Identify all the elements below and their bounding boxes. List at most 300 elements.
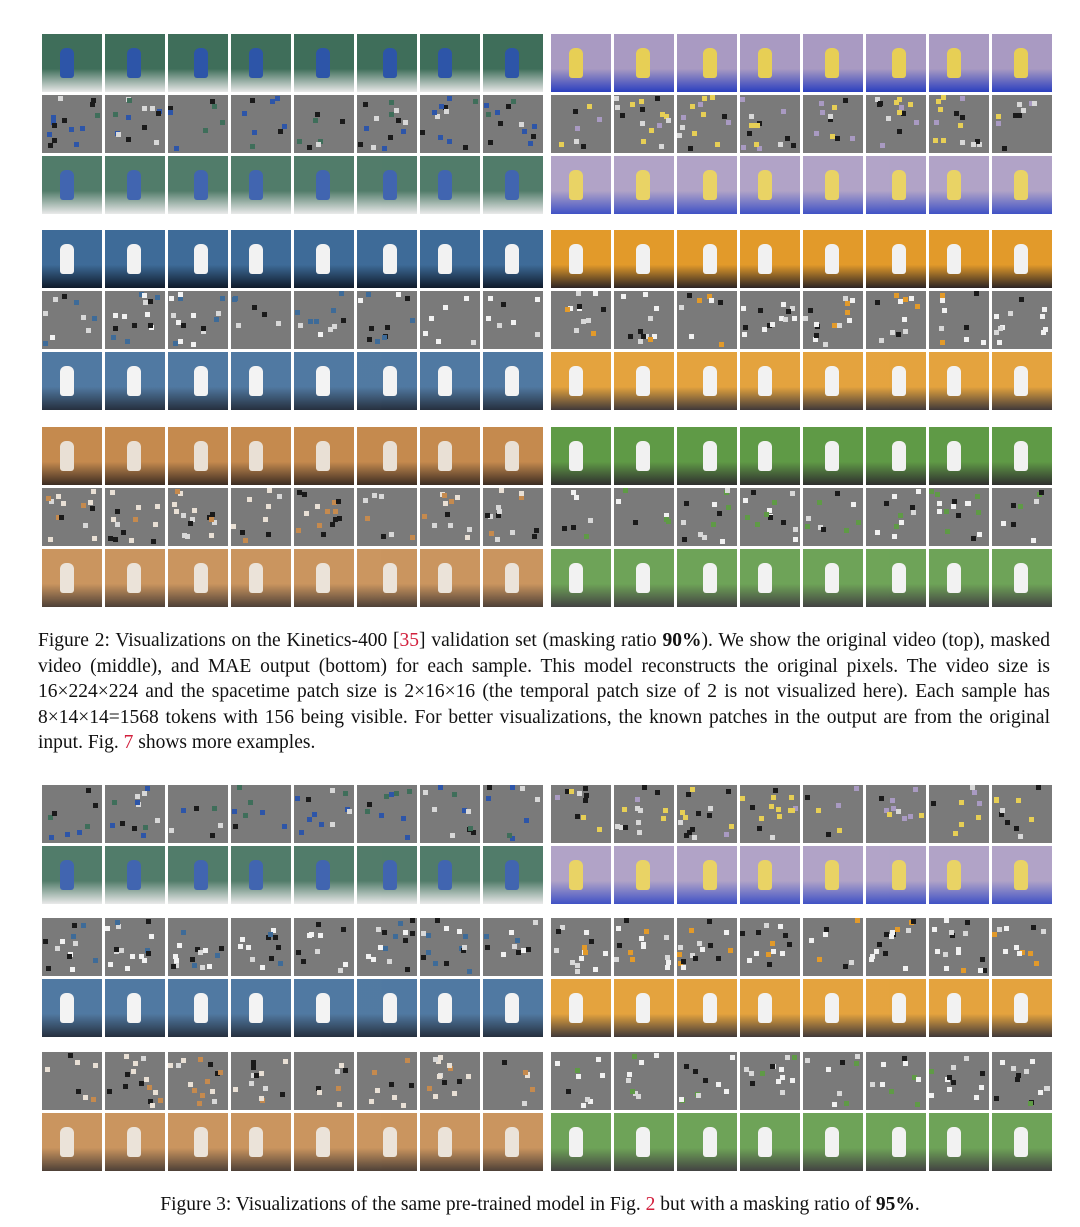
- visible-patch: [1004, 926, 1009, 931]
- visible-patch: [432, 523, 437, 528]
- visible-patch: [938, 107, 943, 112]
- subject-figure: [249, 244, 263, 274]
- visible-patch: [743, 325, 748, 330]
- visible-patch: [998, 326, 1003, 331]
- visible-patch: [111, 517, 116, 522]
- subject-figure: [569, 244, 583, 274]
- visible-patch: [93, 1063, 98, 1068]
- visible-patch: [277, 494, 282, 499]
- video-frame: [294, 230, 354, 288]
- visible-patch: [896, 809, 901, 814]
- video-frame-strip: [551, 1113, 1052, 1171]
- visible-patch: [844, 528, 849, 533]
- visible-patch: [1018, 834, 1023, 839]
- visible-patch: [347, 809, 352, 814]
- visible-patch: [684, 501, 689, 506]
- masked-video-frame: [614, 291, 674, 349]
- subject-figure: [758, 170, 772, 200]
- visible-patch: [764, 923, 769, 928]
- visible-patch: [889, 1089, 894, 1094]
- subject-figure: [569, 441, 583, 471]
- visible-patch: [379, 813, 384, 818]
- visible-patch: [142, 125, 147, 130]
- subject-figure: [569, 993, 583, 1023]
- visible-patch: [754, 142, 759, 147]
- subject-figure: [505, 563, 519, 593]
- visible-patch: [603, 951, 608, 956]
- visible-patch: [896, 332, 901, 337]
- visible-patch: [836, 803, 841, 808]
- visible-patch: [212, 1099, 217, 1104]
- visible-patch: [716, 956, 721, 961]
- visible-patch: [687, 293, 692, 298]
- visible-patch: [628, 950, 633, 955]
- visible-patch: [581, 815, 586, 820]
- visible-patch: [429, 316, 434, 321]
- figure-link[interactable]: 2: [645, 1194, 656, 1215]
- subject-figure: [249, 993, 263, 1023]
- visible-patch: [115, 509, 120, 514]
- visible-patch: [770, 1064, 775, 1069]
- visible-patch: [307, 145, 312, 150]
- visible-patch: [343, 791, 348, 796]
- visible-patch: [744, 1067, 749, 1072]
- visible-patch: [95, 113, 100, 118]
- visible-patch: [50, 335, 55, 340]
- visible-patch: [783, 933, 788, 938]
- visible-patch: [218, 1070, 223, 1075]
- visible-patch: [316, 922, 321, 927]
- visible-patch: [46, 966, 51, 971]
- video-frame: [357, 846, 417, 904]
- visible-patch: [174, 146, 179, 151]
- visible-patch: [379, 494, 384, 499]
- visible-patch: [824, 927, 829, 932]
- video-frame: [42, 846, 102, 904]
- visible-patch: [1002, 146, 1007, 151]
- video-frame: [992, 352, 1052, 410]
- visible-patch: [693, 1069, 698, 1074]
- visible-patch: [959, 822, 964, 827]
- visible-patch: [790, 808, 795, 813]
- visible-patch: [467, 969, 472, 974]
- video-frame: [551, 846, 611, 904]
- visible-patch: [315, 112, 320, 117]
- visible-patch: [678, 820, 683, 825]
- masked-video-frame: [42, 785, 102, 843]
- visible-patch: [452, 1091, 457, 1096]
- visible-patch: [251, 1065, 256, 1070]
- visible-patch: [337, 516, 342, 521]
- visible-patch: [133, 517, 138, 522]
- visible-patch: [570, 960, 575, 965]
- visible-patch: [692, 131, 697, 136]
- visible-patch: [823, 342, 828, 347]
- visible-patch: [913, 787, 918, 792]
- subject-figure: [947, 48, 961, 78]
- masked-video-frame: [105, 1052, 165, 1110]
- video-frame: [740, 846, 800, 904]
- visible-patch: [442, 1080, 447, 1085]
- visible-patch: [407, 789, 412, 794]
- video-frame: [168, 549, 228, 607]
- visible-patch: [781, 520, 786, 525]
- visible-patch: [1011, 1066, 1016, 1071]
- visible-patch: [181, 513, 186, 518]
- masked-video-frame: [483, 95, 543, 153]
- visible-patch: [129, 538, 134, 543]
- subject-figure: [249, 170, 263, 200]
- visible-patch: [267, 488, 272, 493]
- visible-patch: [333, 509, 338, 514]
- visible-patch: [707, 919, 712, 924]
- visible-patch: [309, 932, 314, 937]
- masked-video-frame: [168, 488, 228, 546]
- visible-patch: [200, 1093, 205, 1098]
- visible-patch: [533, 920, 538, 925]
- visible-patch: [994, 798, 999, 803]
- visible-patch: [1008, 311, 1013, 316]
- visible-patch: [519, 122, 524, 127]
- video-frame: [677, 352, 737, 410]
- visible-patch: [997, 340, 1002, 345]
- video-frame: [992, 230, 1052, 288]
- visible-patch: [126, 115, 131, 120]
- subject-figure: [383, 860, 397, 890]
- visible-patch: [150, 1103, 155, 1108]
- video-frame: [803, 549, 863, 607]
- subject-figure: [383, 441, 397, 471]
- visible-patch: [1000, 1060, 1005, 1065]
- visible-patch: [915, 304, 920, 309]
- visible-patch: [976, 815, 981, 820]
- video-frame: [420, 549, 480, 607]
- visible-patch: [201, 326, 206, 331]
- visible-patch: [583, 950, 588, 955]
- video-frame: [483, 979, 543, 1037]
- video-frame: [614, 352, 674, 410]
- masked-frame-strip: [42, 785, 543, 843]
- masked-video-frame: [992, 95, 1052, 153]
- visible-patch: [890, 798, 895, 803]
- masked-video-frame: [677, 95, 737, 153]
- visible-patch: [385, 325, 390, 330]
- video-frame: [231, 979, 291, 1037]
- masked-video-frame: [294, 1052, 354, 1110]
- visible-patch: [820, 110, 825, 115]
- visible-patch: [883, 951, 888, 956]
- video-frame-strip: [551, 427, 1052, 485]
- visible-patch: [466, 809, 471, 814]
- masked-video-frame: [105, 95, 165, 153]
- visible-patch: [466, 1074, 471, 1079]
- visible-patch: [382, 930, 387, 935]
- visible-patch: [455, 495, 460, 500]
- visible-patch: [1000, 808, 1005, 813]
- video-frame: [929, 352, 989, 410]
- visible-patch: [212, 806, 217, 811]
- visible-patch: [881, 1062, 886, 1067]
- visible-patch: [69, 127, 74, 132]
- visible-patch: [534, 528, 539, 533]
- video-frame: [992, 846, 1052, 904]
- visible-patch: [341, 927, 346, 932]
- video-frame: [168, 427, 228, 485]
- subject-figure: [505, 170, 519, 200]
- subject-figure: [758, 244, 772, 274]
- subject-figure: [60, 48, 74, 78]
- visible-patch: [171, 964, 176, 969]
- video-frame: [483, 846, 543, 904]
- visible-patch: [780, 1090, 785, 1095]
- masked-video-frame: [929, 1052, 989, 1110]
- visible-patch: [689, 928, 694, 933]
- visible-patch: [523, 1070, 528, 1075]
- visible-patch: [93, 958, 98, 963]
- subject-figure: [127, 563, 141, 593]
- visible-patch: [464, 296, 469, 301]
- visible-patch: [577, 791, 582, 796]
- visible-patch: [75, 1060, 80, 1065]
- visible-patch: [531, 134, 536, 139]
- visible-patch: [139, 954, 144, 959]
- video-frame: [551, 979, 611, 1037]
- figure-link[interactable]: 7: [123, 732, 134, 753]
- video-frame: [357, 549, 417, 607]
- visible-patch: [814, 322, 819, 327]
- visible-patch: [677, 952, 682, 957]
- visible-patch: [959, 800, 964, 805]
- visible-patch: [405, 967, 410, 972]
- visible-patch: [364, 126, 369, 131]
- visible-patch: [1034, 499, 1039, 504]
- masked-video-frame: [105, 785, 165, 843]
- visible-patch: [335, 1069, 340, 1074]
- visible-patch: [679, 1097, 684, 1102]
- subject-figure: [892, 366, 906, 396]
- visible-patch: [770, 835, 775, 840]
- visible-patch: [843, 98, 848, 103]
- subject-figure: [825, 366, 839, 396]
- subject-figure: [703, 860, 717, 890]
- fig3-panel-soccer: [551, 1052, 1052, 1174]
- visible-patch: [847, 318, 852, 323]
- visible-patch: [47, 132, 52, 137]
- visible-patch: [56, 494, 61, 499]
- video-frame: [866, 549, 926, 607]
- subject-figure: [127, 48, 141, 78]
- visible-patch: [317, 523, 322, 528]
- visible-patch: [488, 140, 493, 145]
- visible-patch: [93, 803, 98, 808]
- visible-patch: [805, 1058, 810, 1063]
- visible-patch: [814, 333, 819, 338]
- visible-patch: [401, 1103, 406, 1108]
- subject-figure: [194, 441, 208, 471]
- video-frame: [740, 1113, 800, 1171]
- video-frame: [42, 549, 102, 607]
- video-frame: [420, 846, 480, 904]
- visible-patch: [443, 501, 448, 506]
- visible-patch: [343, 962, 348, 967]
- video-frame: [483, 549, 543, 607]
- visible-patch: [963, 931, 968, 936]
- subject-figure: [825, 993, 839, 1023]
- visible-patch: [874, 949, 879, 954]
- visible-patch: [250, 957, 255, 962]
- visible-patch: [210, 1089, 215, 1094]
- video-frame: [294, 352, 354, 410]
- visible-patch: [154, 140, 159, 145]
- visible-patch: [897, 97, 902, 102]
- visible-patch: [575, 963, 580, 968]
- video-frame: [231, 1113, 291, 1171]
- visible-patch: [150, 106, 155, 111]
- masked-video-frame: [929, 918, 989, 976]
- visible-patch: [248, 800, 253, 805]
- visible-patch: [700, 947, 705, 952]
- visible-patch: [92, 316, 97, 321]
- visible-patch: [535, 332, 540, 337]
- visible-patch: [684, 1064, 689, 1069]
- visible-patch: [953, 831, 958, 836]
- video-frame-strip: [42, 230, 543, 288]
- masked-video-frame: [294, 95, 354, 153]
- visible-patch: [336, 1086, 341, 1091]
- visible-patch: [945, 529, 950, 534]
- visible-patch: [747, 958, 752, 963]
- visible-patch: [304, 511, 309, 516]
- visible-patch: [263, 517, 268, 522]
- video-frame-strip: [42, 846, 543, 904]
- visible-patch: [273, 935, 278, 940]
- visible-patch: [778, 924, 783, 929]
- visible-patch: [740, 796, 745, 801]
- visible-patch: [826, 832, 831, 837]
- video-frame: [231, 230, 291, 288]
- subject-figure: [892, 170, 906, 200]
- visible-patch: [337, 1102, 342, 1107]
- masked-video-frame: [803, 918, 863, 976]
- subject-figure: [505, 860, 519, 890]
- visible-patch: [1036, 785, 1041, 790]
- visible-patch: [209, 517, 214, 522]
- visible-patch: [911, 919, 916, 924]
- masked-video-frame: [42, 918, 102, 976]
- visible-patch: [934, 120, 939, 125]
- visible-patch: [870, 1082, 875, 1087]
- visible-patch: [497, 509, 502, 514]
- visible-patch: [133, 1061, 138, 1066]
- video-frame-strip: [42, 427, 543, 485]
- video-frame: [866, 1113, 926, 1171]
- video-frame: [677, 156, 737, 214]
- visible-patch: [443, 305, 448, 310]
- citation-link[interactable]: 35: [399, 630, 420, 651]
- visible-patch: [260, 810, 265, 815]
- visible-patch: [62, 118, 67, 123]
- visible-patch: [1011, 522, 1016, 527]
- visible-patch: [371, 957, 376, 962]
- visible-patch: [677, 133, 682, 138]
- visible-patch: [389, 100, 394, 105]
- visible-patch: [142, 293, 147, 298]
- visible-patch: [113, 112, 118, 117]
- masking-ratio: 95%: [875, 1194, 915, 1215]
- subject-figure: [249, 563, 263, 593]
- visible-patch: [215, 953, 220, 958]
- visible-patch: [190, 957, 195, 962]
- visible-patch: [203, 948, 208, 953]
- visible-patch: [336, 499, 341, 504]
- video-frame: [42, 34, 102, 92]
- visible-patch: [566, 1089, 571, 1094]
- visible-patch: [756, 930, 761, 935]
- visible-patch: [703, 1078, 708, 1083]
- visible-patch: [879, 338, 884, 343]
- visible-patch: [898, 513, 903, 518]
- visible-patch: [574, 328, 579, 333]
- video-frame-strip: [42, 979, 543, 1037]
- visible-patch: [637, 830, 642, 835]
- visible-patch: [844, 1101, 849, 1106]
- visible-patch: [246, 945, 251, 950]
- visible-patch: [593, 967, 598, 972]
- video-frame: [168, 979, 228, 1037]
- visible-patch: [130, 954, 135, 959]
- visible-patch: [726, 120, 731, 125]
- visible-patch: [369, 326, 374, 331]
- visible-patch: [940, 298, 945, 303]
- subject-figure: [636, 563, 650, 593]
- video-frame: [357, 230, 417, 288]
- visible-patch: [240, 937, 245, 942]
- visible-patch: [698, 532, 703, 537]
- video-frame: [992, 156, 1052, 214]
- visible-patch: [770, 941, 775, 946]
- visible-patch: [620, 113, 625, 118]
- visible-patch: [903, 966, 908, 971]
- visible-patch: [302, 492, 307, 497]
- video-frame: [929, 230, 989, 288]
- visible-patch: [817, 957, 822, 962]
- visible-patch: [321, 532, 326, 537]
- visible-patch: [638, 339, 643, 344]
- visible-patch: [586, 318, 591, 323]
- visible-patch: [614, 957, 619, 962]
- video-frame: [677, 1113, 737, 1171]
- visible-patch: [511, 320, 516, 325]
- visible-patch: [793, 537, 798, 542]
- subject-figure: [249, 1127, 263, 1157]
- visible-patch: [200, 965, 205, 970]
- fig2-panel-running: [551, 34, 1052, 217]
- subject-figure: [636, 366, 650, 396]
- visible-patch: [501, 952, 506, 957]
- visible-patch: [642, 785, 647, 790]
- visible-patch: [449, 499, 454, 504]
- video-frame: [105, 549, 165, 607]
- video-frame: [105, 427, 165, 485]
- video-frame: [420, 156, 480, 214]
- masked-video-frame: [294, 785, 354, 843]
- visible-patch: [690, 787, 695, 792]
- subject-figure: [1014, 1127, 1028, 1157]
- visible-patch: [426, 933, 431, 938]
- masked-video-frame: [483, 918, 543, 976]
- video-frame: [614, 427, 674, 485]
- visible-patch: [780, 951, 785, 956]
